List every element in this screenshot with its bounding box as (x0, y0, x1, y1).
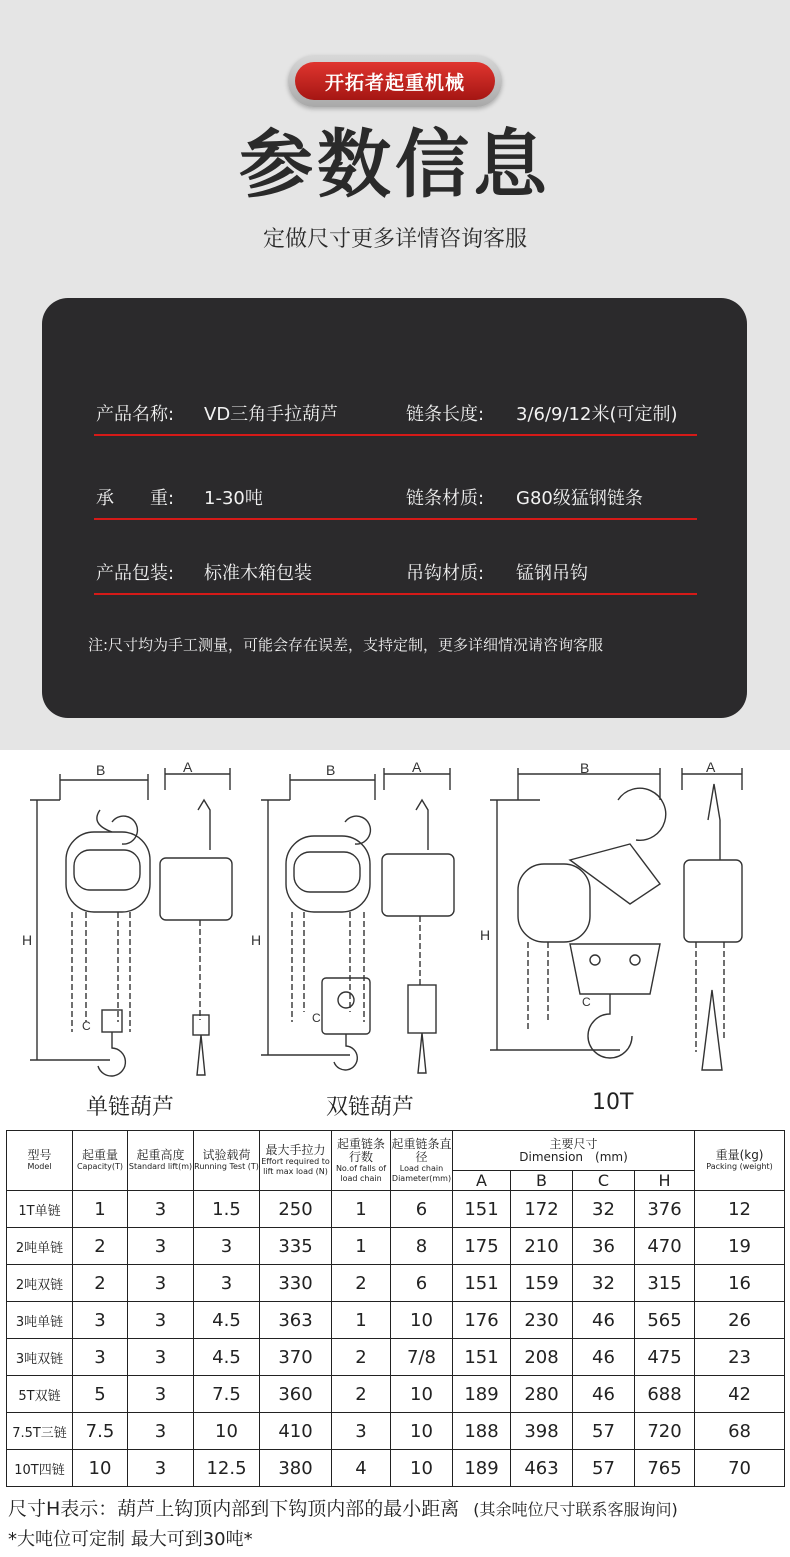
caption-double-chain: 双链葫芦 (326, 1095, 415, 1120)
hoist-drawings (0, 760, 790, 1090)
header-test: 试验载荷 Running Test (T) (194, 1131, 260, 1191)
table-cell: 7.5 (194, 1376, 260, 1413)
model-cell: 3吨单链 (7, 1302, 73, 1339)
dim-b-label: B (326, 762, 336, 778)
table-cell: 36 (573, 1228, 635, 1265)
table-row (7, 1191, 785, 1228)
table-cell: 3 (128, 1450, 194, 1487)
dim-h-label: H (251, 932, 262, 948)
header-model: 型号 Model (7, 1131, 73, 1191)
spec-row (94, 474, 697, 520)
spec-table (6, 1130, 785, 1487)
table-row (7, 1339, 785, 1376)
table-cell: 10 (391, 1376, 453, 1413)
table-cell: 57 (573, 1450, 635, 1487)
spec-value: 锰钢吊钩 (516, 563, 588, 584)
model-cell: 2吨单链 (7, 1228, 73, 1265)
table-cell: 46 (573, 1339, 635, 1376)
brand-badge (288, 55, 502, 107)
header-dim-a: A (453, 1171, 511, 1191)
model-cell: 3吨双链 (7, 1339, 73, 1376)
table-cell: 335 (260, 1228, 332, 1265)
spec-value: 1-30吨 (204, 488, 263, 509)
table-cell: 12 (695, 1191, 785, 1228)
table-cell: 3 (128, 1265, 194, 1302)
table-row (7, 1413, 785, 1450)
table-cell: 720 (635, 1413, 695, 1450)
dim-h-label: H (480, 927, 491, 943)
table-cell: 2 (332, 1339, 391, 1376)
spec-key: 产品包装: (96, 563, 175, 584)
table-cell: 16 (695, 1265, 785, 1302)
table-cell: 10 (391, 1450, 453, 1487)
spec-key: 产品名称: (96, 404, 175, 425)
header-dim-b: B (511, 1171, 573, 1191)
table-row (7, 1302, 785, 1339)
table-cell: 280 (511, 1376, 573, 1413)
header-dim-h: H (635, 1171, 695, 1191)
table-cell: 376 (635, 1191, 695, 1228)
table-cell: 189 (453, 1450, 511, 1487)
footnote-custom: *大吨位可定制 最大可到30吨* (8, 1529, 253, 1550)
table-cell: 46 (573, 1376, 635, 1413)
row-divider (94, 518, 697, 520)
table-cell: 151 (453, 1339, 511, 1376)
table-cell: 10 (391, 1413, 453, 1450)
table-cell: 3 (128, 1302, 194, 1339)
table-cell: 6 (391, 1265, 453, 1302)
table-cell: 189 (453, 1376, 511, 1413)
model-cell: 1T单链 (7, 1191, 73, 1228)
table-cell: 7/8 (391, 1339, 453, 1376)
table-cell: 26 (695, 1302, 785, 1339)
header-dim-c: C (573, 1171, 635, 1191)
header-lift: 起重高度 Standard lift(m) (128, 1131, 194, 1191)
table-cell: 46 (573, 1302, 635, 1339)
table-cell: 70 (695, 1450, 785, 1487)
table-cell: 10 (391, 1302, 453, 1339)
header-falls: 起重链条行数 No.of falls of load chain (332, 1131, 391, 1191)
spec-value: VD三角手拉葫芦 (204, 404, 339, 425)
spec-value: 3/6/9/12米(可定制) (516, 404, 678, 425)
table-cell: 10 (194, 1413, 260, 1450)
table-cell: 8 (391, 1228, 453, 1265)
table-cell: 2 (332, 1376, 391, 1413)
dim-c-label: C (82, 1019, 91, 1033)
table-cell: 398 (511, 1413, 573, 1450)
hoist-diagrams (0, 760, 790, 1120)
table-cell: 188 (453, 1413, 511, 1450)
header-diameter: 起重链条直径 Load chain Diameter(mm) (391, 1131, 453, 1191)
table-cell: 42 (695, 1376, 785, 1413)
table-cell: 151 (453, 1191, 511, 1228)
table-cell: 688 (635, 1376, 695, 1413)
model-cell: 5T双链 (7, 1376, 73, 1413)
spec-panel (42, 298, 747, 718)
spec-key: 链条材质: (406, 488, 485, 509)
table-cell: 4.5 (194, 1339, 260, 1376)
table-row (7, 1450, 785, 1487)
model-cell: 2吨双链 (7, 1265, 73, 1302)
dim-a-label: A (706, 760, 716, 775)
table-cell: 565 (635, 1302, 695, 1339)
table-cell: 10 (73, 1450, 128, 1487)
spec-key: 承 重: (96, 488, 175, 509)
header-weight: 重量(kg) Packing (weight) (695, 1131, 785, 1191)
table-cell: 475 (635, 1339, 695, 1376)
table-cell: 315 (635, 1265, 695, 1302)
table-cell: 5 (73, 1376, 128, 1413)
table-cell: 250 (260, 1191, 332, 1228)
table-cell: 151 (453, 1265, 511, 1302)
header-dimension: 主要尺寸 Dimension (mm) (453, 1131, 695, 1171)
table-cell: 363 (260, 1302, 332, 1339)
table-cell: 1 (332, 1302, 391, 1339)
table-cell: 176 (453, 1302, 511, 1339)
table-row (7, 1376, 785, 1413)
table-cell: 175 (453, 1228, 511, 1265)
table-cell: 3 (194, 1228, 260, 1265)
model-cell: 7.5T三链 (7, 1413, 73, 1450)
table-cell: 68 (695, 1413, 785, 1450)
page-title: 参数信息 (239, 122, 551, 208)
table-cell: 12.5 (194, 1450, 260, 1487)
table-cell: 230 (511, 1302, 573, 1339)
table-cell: 2 (332, 1265, 391, 1302)
table-cell: 3 (128, 1228, 194, 1265)
table-cell: 1 (332, 1191, 391, 1228)
table-cell: 463 (511, 1450, 573, 1487)
table-cell: 3 (128, 1339, 194, 1376)
table-cell: 2 (73, 1265, 128, 1302)
table-cell: 470 (635, 1228, 695, 1265)
footnote-h-text: 尺寸H表示：葫芦上钩顶内部到下钩顶内部的最小距离 (8, 1498, 460, 1520)
footnote-h-definition (8, 1494, 678, 1521)
table-row (7, 1265, 785, 1302)
model-cell: 10T四链 (7, 1450, 73, 1487)
spec-value: 标准木箱包装 (204, 563, 312, 584)
table-cell: 2 (73, 1228, 128, 1265)
spec-table-body (7, 1191, 785, 1487)
table-row (7, 1228, 785, 1265)
spec-value: G80级猛钢链条 (516, 488, 643, 509)
table-cell: 3 (128, 1413, 194, 1450)
table-cell: 57 (573, 1413, 635, 1450)
caption-single-chain: 单链葫芦 (86, 1095, 175, 1120)
table-cell: 1.5 (194, 1191, 260, 1228)
table-cell: 370 (260, 1339, 332, 1376)
table-cell: 19 (695, 1228, 785, 1265)
disclaimer-note: 注:尺寸均为手工测量，可能会存在误差，支持定制，更多详细情况请咨询客服 (88, 636, 604, 654)
header-section (0, 0, 790, 750)
footnote-contact: (其余吨位尺寸联系客服询问) (473, 1500, 678, 1519)
table-cell: 765 (635, 1450, 695, 1487)
table-cell: 360 (260, 1376, 332, 1413)
table-cell: 23 (695, 1339, 785, 1376)
dim-b-label: B (580, 760, 590, 776)
double-chain-hoist-drawing (251, 760, 454, 1073)
table-cell: 4 (332, 1450, 391, 1487)
dim-c-label: C (312, 1011, 321, 1025)
table-cell: 3 (73, 1302, 128, 1339)
spec-row (94, 390, 697, 436)
dim-h-label: H (22, 932, 33, 948)
row-divider (94, 434, 697, 436)
table-cell: 1 (332, 1228, 391, 1265)
table-cell: 208 (511, 1339, 573, 1376)
table-cell: 3 (332, 1413, 391, 1450)
table-cell: 3 (194, 1265, 260, 1302)
table-cell: 4.5 (194, 1302, 260, 1339)
header-capacity: 起重量 Capacity(T) (73, 1131, 128, 1191)
single-chain-hoist-drawing (22, 760, 232, 1076)
table-cell: 210 (511, 1228, 573, 1265)
dim-a-label: A (412, 760, 422, 775)
table-cell: 410 (260, 1413, 332, 1450)
ten-ton-hoist-drawing (480, 760, 742, 1070)
dim-c-label: C (582, 995, 591, 1009)
table-cell: 7.5 (73, 1413, 128, 1450)
table-cell: 3 (128, 1376, 194, 1413)
spec-key: 链条长度: (406, 404, 485, 425)
spec-row (94, 549, 697, 595)
table-cell: 159 (511, 1265, 573, 1302)
spec-key: 吊钩材质: (406, 563, 485, 584)
table-cell: 6 (391, 1191, 453, 1228)
table-cell: 32 (573, 1191, 635, 1228)
table-cell: 172 (511, 1191, 573, 1228)
table-cell: 330 (260, 1265, 332, 1302)
caption-10t: 10T (592, 1090, 634, 1115)
table-cell: 3 (73, 1339, 128, 1376)
row-divider (94, 593, 697, 595)
table-cell: 32 (573, 1265, 635, 1302)
header-effort: 最大手拉力 Effort required to lift max load (N) (260, 1131, 332, 1191)
table-cell: 3 (128, 1191, 194, 1228)
dim-b-label: B (96, 762, 106, 778)
brand-label: 开拓者起重机械 (295, 62, 495, 100)
table-cell: 380 (260, 1450, 332, 1487)
page-subtitle: 定做尺寸更多详情咨询客服 (262, 227, 527, 252)
table-cell: 1 (73, 1191, 128, 1228)
dim-a-label: A (183, 760, 193, 775)
